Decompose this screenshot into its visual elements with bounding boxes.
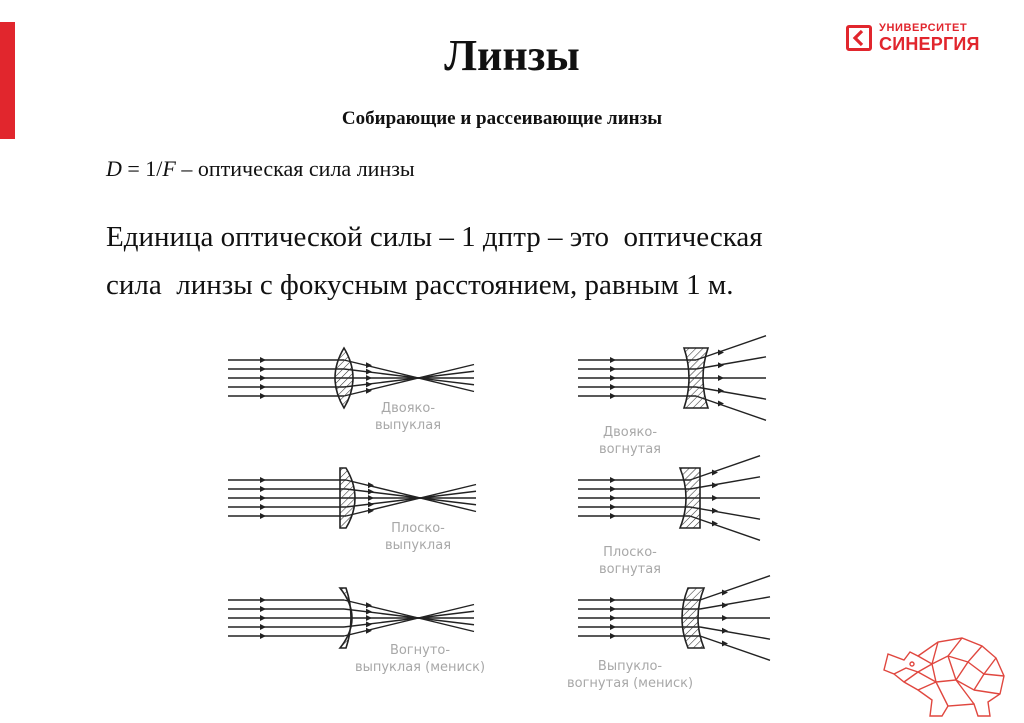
rhino-mascot-icon [878,624,1018,720]
definition-paragraph [106,213,946,309]
planoconcave-label-1: Плоско- [603,545,657,560]
logo-text-university: УНИВЕРСИТЕТ [879,22,968,34]
planoconcave-rays [578,456,760,541]
biconvex-label-2: выпуклая [374,418,442,433]
biconvex-label-1: Двояко- [380,401,436,416]
definition-line-1: Единица оптической силы – 1 дптр – это оптическая [106,221,763,253]
biconcave-label-2: вогнутая [599,442,661,457]
meniscus_div-rays [578,576,770,661]
page-subtitle: Собирающие и рассеивающие линзы [341,108,663,129]
planoconcave-label-2: вогнутая [599,562,661,577]
planoconvex-label-1: Плоско- [391,521,445,536]
optical-power-formula [106,156,415,182]
logo-text-synergy: СИНЕРГИЯ [879,34,980,54]
planoconvex-lens [340,468,355,528]
planoconvex-label-2: выпуклая [384,538,452,553]
formula-d: D [106,156,122,181]
meniscus_div-label-2: вогнутая (мениск) [566,676,694,690]
biconcave-rays [578,336,766,421]
biconvex-lens [335,348,353,408]
lens-diagram [222,334,778,690]
meniscus_conv-label-2: выпуклая (мениск) [354,660,486,675]
formula-desc: – оптическая сила линзы [175,156,415,181]
page-title: Линзы [444,31,580,80]
meniscus_div-label-1: Выпукло- [597,659,663,674]
meniscus_conv-label-1: Вогнуто- [389,643,451,658]
definition-line-2: сила линзы с фокусным расстоянием, равным 1 м. [106,269,734,301]
biconcave-label-1: Двояко- [602,425,658,440]
formula-eq: = 1/ [121,156,163,181]
formula-f: F [162,156,176,181]
